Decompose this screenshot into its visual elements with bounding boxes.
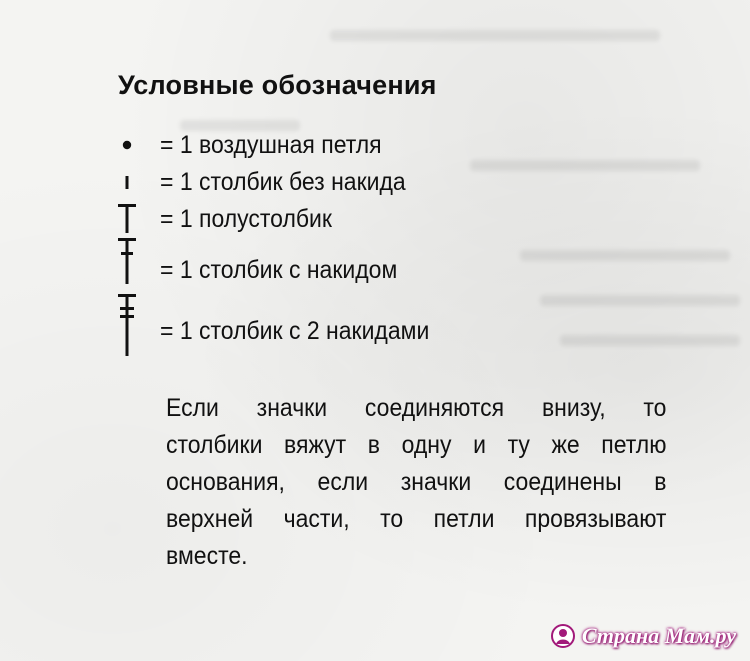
bleed-through-shadow <box>180 120 300 131</box>
legend-item-label: = 1 воздушная петля <box>160 130 382 159</box>
bleed-through-shadow <box>520 250 730 261</box>
explanatory-note <box>166 390 667 575</box>
site-watermark <box>550 623 736 649</box>
legend-item-label: = 1 столбик с 2 накидами <box>160 316 430 345</box>
watermark-logo-icon <box>550 623 576 649</box>
legend-item-label: = 1 полустолбик <box>160 204 332 233</box>
bleed-through-shadow <box>560 335 740 346</box>
watermark-text: Страна Мам.ру <box>581 623 736 648</box>
bleed-through-shadow <box>470 160 700 171</box>
note-line: основания, если значки соединены в <box>166 468 667 496</box>
dagger-single-bar-icon <box>112 230 142 290</box>
dagger-double-bar-icon <box>112 288 142 360</box>
note-line: столбики вяжут в одну и ту же петлю <box>166 431 667 459</box>
bleed-through-shadow <box>330 30 660 41</box>
note-line: вместе. <box>166 542 248 570</box>
bleed-through-shadow <box>540 295 740 306</box>
note-line: верхней части, то петли провязывают <box>166 505 667 533</box>
legend-item-label: = 1 столбик без накида <box>160 167 406 196</box>
note-line: Если значки соединяются внизу, то <box>166 394 667 422</box>
legend-item-label: = 1 столбик с накидом <box>160 255 398 284</box>
legend-title: Условные обозначения <box>118 70 437 100</box>
